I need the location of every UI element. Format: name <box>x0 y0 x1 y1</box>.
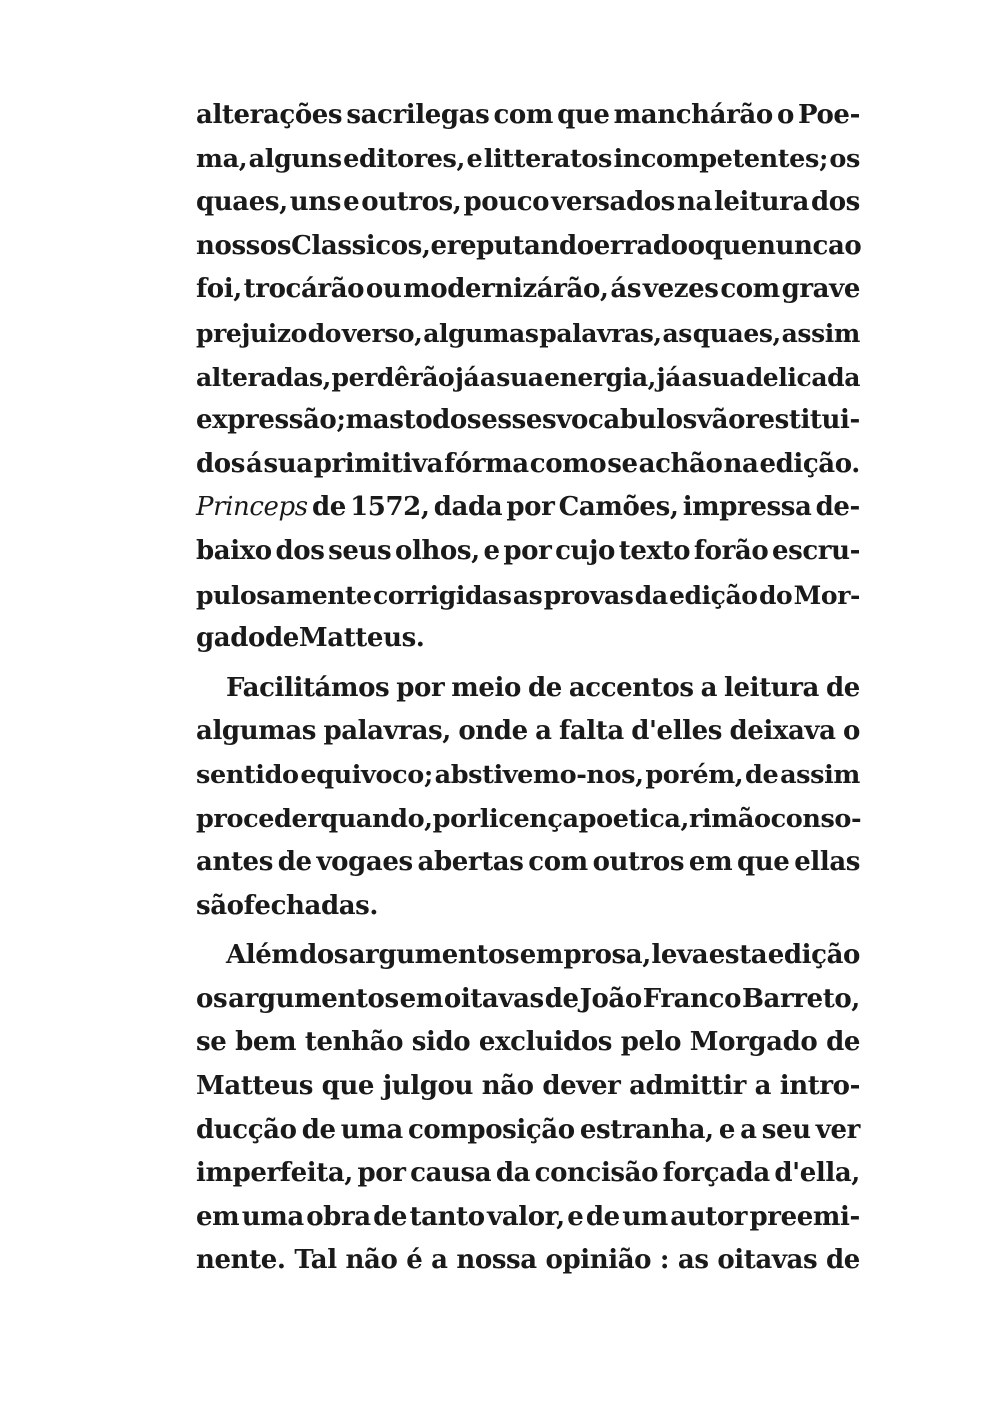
word: prosa, <box>563 940 651 971</box>
word: licença <box>479 803 579 834</box>
word: com <box>493 100 553 130</box>
word: impressa <box>682 492 812 523</box>
word: nossos <box>196 230 292 261</box>
word: do <box>307 318 342 348</box>
word: que <box>321 1071 375 1102</box>
word: se <box>196 1027 227 1058</box>
word: que <box>704 230 758 261</box>
word: palavras, <box>323 716 451 747</box>
body-text <box>196 94 860 1289</box>
word: falta <box>559 716 624 747</box>
word: sua <box>496 362 544 392</box>
word: e <box>567 1201 584 1232</box>
word: de <box>527 672 562 703</box>
word: imperfeita, <box>196 1158 353 1189</box>
word: o <box>844 230 862 261</box>
word: forão <box>693 535 769 566</box>
word: as <box>512 580 543 610</box>
word: reputando <box>446 230 594 261</box>
word: edição <box>767 940 860 971</box>
word: por <box>506 492 555 523</box>
word: sacrilegas <box>346 100 490 130</box>
word: em <box>196 1201 240 1232</box>
word: fechadas. <box>243 890 379 921</box>
word: pouco <box>463 187 550 218</box>
word: e <box>343 187 360 218</box>
word: alguns <box>248 143 342 174</box>
word: alterações <box>196 100 343 130</box>
word: os <box>196 983 228 1014</box>
word: Mor- <box>793 580 860 610</box>
word: Matteus. <box>298 623 425 654</box>
word: da <box>634 580 668 610</box>
word: de <box>301 1114 336 1145</box>
word: sido <box>411 1027 471 1058</box>
word: os <box>829 143 860 174</box>
text-line <box>196 399 860 443</box>
word: dos <box>810 187 860 218</box>
word: excluidos <box>478 1027 612 1058</box>
word: Morgado <box>689 1027 818 1058</box>
word: algumas <box>196 716 317 747</box>
word: de <box>826 1245 860 1276</box>
word: o <box>776 100 794 130</box>
word: com <box>720 274 780 305</box>
word: porém, <box>645 759 744 790</box>
word: errado <box>593 230 688 261</box>
word: que <box>736 847 790 878</box>
word: energia, <box>544 362 656 392</box>
word: outros <box>592 847 685 878</box>
word: por <box>357 1158 406 1189</box>
text-line <box>196 94 860 138</box>
word: são <box>196 890 244 921</box>
word: João <box>579 983 642 1014</box>
text-line <box>196 885 860 929</box>
word: dos <box>196 448 245 479</box>
word: pulosamente <box>196 580 372 610</box>
word: versados <box>551 187 675 218</box>
text-line <box>196 138 860 182</box>
word: rimão <box>688 803 771 834</box>
word: texto <box>618 535 691 566</box>
word: modernizárão, <box>403 274 609 305</box>
word: a <box>535 716 552 747</box>
word: perdêrão <box>331 362 455 392</box>
word: o <box>843 716 860 747</box>
word: por <box>503 535 552 566</box>
word: de <box>826 1027 860 1058</box>
word: a <box>740 1114 757 1145</box>
word: ou <box>365 274 402 305</box>
word: opinião <box>545 1245 652 1276</box>
word: Tal <box>294 1245 337 1276</box>
word: alteradas, <box>196 362 331 392</box>
word: de <box>745 759 779 790</box>
word: gado <box>196 623 265 654</box>
word: na <box>723 448 759 479</box>
text-line <box>196 225 860 269</box>
word: palavras, <box>539 318 662 348</box>
word: sentido <box>196 759 299 790</box>
word: onde <box>458 716 528 747</box>
word: : <box>659 1245 670 1276</box>
word: com <box>528 847 588 878</box>
word: por <box>432 803 480 834</box>
word: accentos <box>568 672 694 703</box>
word: grave <box>781 274 860 305</box>
word: Classicos, <box>291 230 431 261</box>
word: delicada <box>745 362 860 392</box>
text-line <box>196 486 860 530</box>
word: meio <box>451 672 521 703</box>
word: nunca <box>757 230 845 261</box>
word: abstivemo-nos, <box>434 759 644 790</box>
word: seus <box>328 535 392 566</box>
word: assim <box>780 759 860 790</box>
word: incompetentes; <box>613 143 828 174</box>
text-line <box>196 356 860 400</box>
word: de <box>585 1201 620 1232</box>
word: ver <box>815 1114 860 1145</box>
text-line <box>196 1239 860 1283</box>
word: de <box>825 672 860 703</box>
text-line <box>196 667 860 711</box>
word: litteratos <box>483 143 612 174</box>
word: algumas <box>423 318 539 348</box>
word: em <box>519 940 563 971</box>
word: expressão; <box>196 405 346 436</box>
text-line <box>196 530 860 574</box>
word: dever <box>542 1071 621 1102</box>
word: d'ella, <box>774 1158 860 1189</box>
word: editores, <box>343 143 465 174</box>
word: uns <box>289 187 342 218</box>
word: d'elles <box>631 716 723 747</box>
word: nossa <box>456 1245 537 1276</box>
word: Matteus <box>196 1071 313 1102</box>
word: o <box>687 230 705 261</box>
word: manchárão <box>613 100 773 130</box>
word: Barreto, <box>741 983 860 1014</box>
word: se <box>607 448 638 479</box>
word: uma <box>340 1114 403 1145</box>
word: baixo <box>196 535 272 566</box>
word: na <box>676 187 712 218</box>
text-line <box>196 1065 860 1109</box>
paragraph-1 <box>196 94 860 661</box>
word: seu <box>761 1114 811 1145</box>
word: obra <box>306 1201 371 1232</box>
word: outros, <box>361 187 462 218</box>
word: achão <box>638 448 723 479</box>
word: todos <box>403 405 482 436</box>
word: de <box>264 623 299 654</box>
word: oitavas <box>717 1245 818 1276</box>
word: leitura <box>724 672 819 703</box>
word: valor, <box>487 1201 565 1232</box>
text-line <box>196 934 860 978</box>
word: ducção <box>196 1114 297 1145</box>
text-line <box>196 798 860 842</box>
word: uma <box>241 1201 304 1232</box>
word: como <box>529 448 607 479</box>
word: argumentos <box>228 983 399 1014</box>
word: dada <box>433 492 503 523</box>
word: proceder <box>196 803 321 834</box>
word: tanto <box>409 1201 485 1232</box>
word: leva <box>651 940 709 971</box>
word: em <box>399 983 443 1014</box>
word: edição. <box>759 448 860 479</box>
word: dos <box>275 535 325 566</box>
word: a <box>681 362 698 392</box>
word: a <box>754 1071 772 1102</box>
word: 1572, <box>350 492 430 523</box>
text-line <box>196 268 860 312</box>
word: as <box>677 1245 709 1276</box>
paragraph-3 <box>196 934 860 1283</box>
word: por <box>396 672 445 703</box>
word: autor <box>670 1201 748 1232</box>
word: as <box>662 318 692 348</box>
word: de <box>544 983 579 1014</box>
word: concisão <box>534 1158 659 1189</box>
word: quando, <box>320 803 433 834</box>
word: trocárão <box>243 274 365 305</box>
word: Poe- <box>798 100 860 130</box>
word: a <box>700 672 718 703</box>
word: já <box>656 362 681 392</box>
word: quaes, <box>196 187 288 218</box>
word: poetica, <box>578 803 689 834</box>
word: julgou <box>382 1071 473 1102</box>
word: ellas <box>794 847 860 878</box>
word: argumentos <box>348 940 520 971</box>
word: cujo <box>555 535 615 566</box>
text-line <box>196 1152 860 1196</box>
word: equivoco; <box>300 759 433 790</box>
word: a <box>479 362 496 392</box>
word: antes <box>196 847 273 878</box>
text-line <box>196 710 860 754</box>
word: Facilitámos <box>226 672 390 703</box>
word: dos <box>299 940 349 971</box>
text-line <box>196 754 860 798</box>
word: primitiva <box>313 448 444 479</box>
word: Princeps <box>196 492 308 523</box>
word: um <box>622 1201 668 1232</box>
text-line <box>196 574 860 618</box>
word: sua <box>697 362 746 392</box>
word: fórma <box>444 448 529 479</box>
word: ás <box>610 274 642 305</box>
word: provas <box>543 580 634 610</box>
text-line <box>196 1021 860 1065</box>
paragraph-2 <box>196 667 860 929</box>
word: não <box>481 1071 534 1102</box>
word: de <box>373 1201 408 1232</box>
word: nente. <box>196 1245 286 1276</box>
text-line <box>196 1196 860 1240</box>
word: composição <box>407 1114 575 1145</box>
word: oitavas <box>443 983 544 1014</box>
text-line <box>196 841 860 885</box>
word: é <box>406 1245 423 1276</box>
word: assim <box>781 318 860 348</box>
word: da <box>495 1158 531 1189</box>
word: vocabulos <box>556 405 697 436</box>
word: vão <box>696 405 746 436</box>
word: mas <box>345 405 404 436</box>
text-line <box>196 617 860 661</box>
word: restitui- <box>745 405 860 436</box>
word: pelo <box>620 1027 682 1058</box>
text-line <box>196 443 860 487</box>
word: em <box>688 847 733 878</box>
word: olhos, <box>395 535 480 566</box>
word: á <box>246 448 263 479</box>
word: corrigidas <box>373 580 512 610</box>
text-line <box>196 181 860 225</box>
word: causa <box>410 1158 492 1189</box>
word: leitura <box>713 187 809 218</box>
word: de <box>277 847 312 878</box>
word: Franco <box>642 983 742 1014</box>
word: escru- <box>771 535 860 566</box>
word: de- <box>815 492 860 523</box>
word: esses <box>481 405 557 436</box>
word: bem <box>235 1027 297 1058</box>
word: a <box>431 1245 448 1276</box>
word: estranha, <box>579 1114 714 1145</box>
text-line <box>196 978 860 1022</box>
word: vogaes <box>316 847 413 878</box>
word: Além <box>226 940 299 971</box>
word: tenhão <box>304 1027 404 1058</box>
text-line <box>196 1109 860 1153</box>
word: abertas <box>417 847 524 878</box>
word: já <box>454 362 480 392</box>
word: forçada <box>662 1158 770 1189</box>
word: e <box>430 230 447 261</box>
word: vezes <box>642 274 719 305</box>
word: conso- <box>770 803 862 834</box>
word: de <box>311 492 346 523</box>
word: e <box>466 143 483 174</box>
text-line <box>196 312 860 356</box>
word: quaes, <box>692 318 781 348</box>
word: que <box>557 100 610 130</box>
word: admittir <box>629 1071 746 1102</box>
word: esta <box>708 940 768 971</box>
word: e <box>718 1114 735 1145</box>
word: do <box>758 580 793 610</box>
word: sua <box>263 448 313 479</box>
word: preemi- <box>749 1201 860 1232</box>
word: e <box>483 535 500 566</box>
word: Camões, <box>558 492 679 523</box>
word: ma, <box>196 143 248 174</box>
word: verso, <box>341 318 423 348</box>
word: prejuizo <box>196 318 307 348</box>
word: intro- <box>779 1071 860 1102</box>
word: foi, <box>196 274 242 305</box>
word: não <box>345 1245 398 1276</box>
word: deixava <box>729 716 836 747</box>
word: edição <box>669 580 758 610</box>
